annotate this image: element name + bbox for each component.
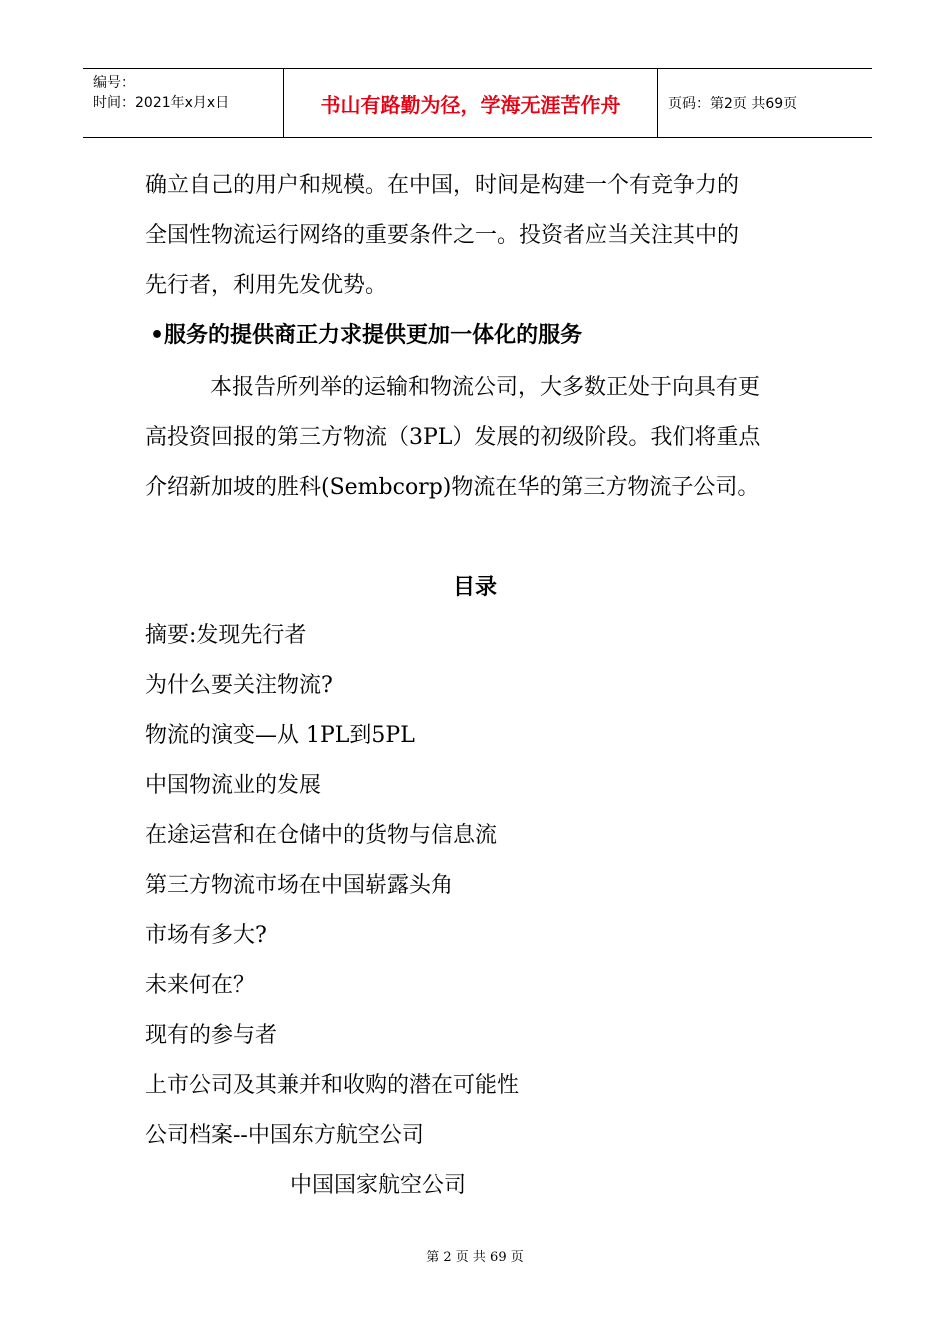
- document-header: [83, 68, 872, 138]
- body-line: 高投资回报的第三方物流（3PL）发展的初级阶段。我们将重点: [145, 425, 761, 450]
- toc-item: 公司档案--中国东方航空公司: [145, 1123, 424, 1148]
- toc-item: 上市公司及其兼并和收购的潜在可能性: [145, 1073, 520, 1098]
- body-line: 全国性物流运行网络的重要条件之一。投资者应当关注其中的: [145, 223, 740, 248]
- toc-item: 中国物流业的发展: [145, 773, 322, 798]
- body-line: 介绍新加坡的胜科(Sembcorp)物流在华的第三方物流子公司。: [145, 475, 760, 500]
- body-line: 本报告所列举的运输和物流公司，大多数正处于向具有更: [210, 375, 761, 400]
- toc-item: 现有的参与者: [145, 1023, 278, 1048]
- header-page-info: 页码：第2页 共69页: [668, 96, 798, 112]
- toc-item: 为什么要关注物流?: [145, 673, 333, 698]
- toc-title: 目录: [452, 575, 497, 600]
- bullet-heading: •服务的提供商正力求提供更加一体化的服务: [150, 323, 583, 348]
- toc-item: 摘要:发现先行者: [145, 623, 307, 648]
- header-meta: [83, 69, 284, 137]
- number-label: 编号：: [93, 75, 135, 91]
- body-line: 确立自己的用户和规模。在中国，时间是构建一个有竞争力的: [145, 173, 740, 198]
- toc-item: 中国国家航空公司: [290, 1173, 467, 1198]
- header-motto: 书山有路勤为径，学海无涯苦作舟: [284, 69, 658, 137]
- toc-item: 第三方物流市场在中国崭露头角: [145, 873, 454, 898]
- toc-item: 市场有多大?: [145, 923, 267, 948]
- toc-item: 物流的演变—从 1PL到5PL: [145, 723, 415, 748]
- time-label: 时间：2021年x月x日: [93, 95, 230, 111]
- toc-item: 未来何在？: [145, 973, 256, 998]
- page-footer: 第 2 页 共 69 页: [426, 1250, 524, 1265]
- toc-item: 在途运营和在仓储中的货物与信息流: [145, 823, 498, 848]
- body-line: 先行者，利用先发优势。: [145, 273, 388, 298]
